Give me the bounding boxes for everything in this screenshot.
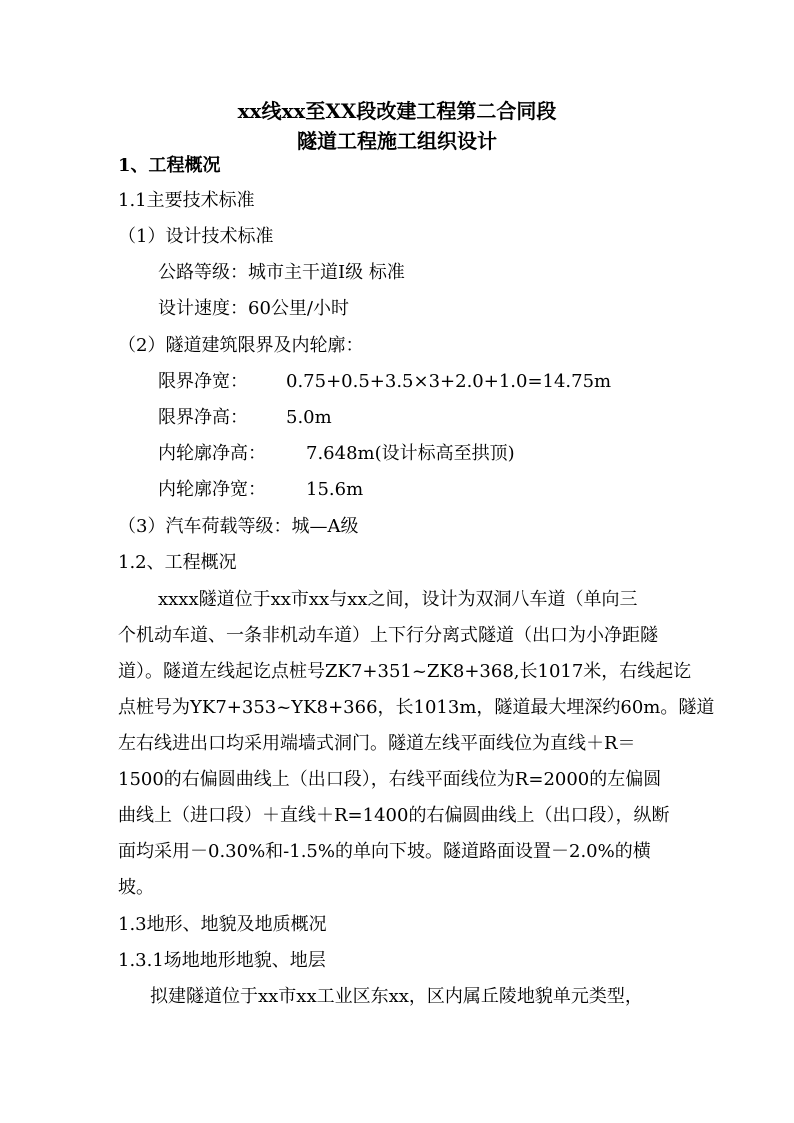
paragraph-line: 曲线上（进口段）＋直线＋R=1400的右偏圆曲线上（出口段），纵断 [118,805,670,826]
paragraph-line: 坡。 [118,877,154,898]
paragraph-line: 1500的右偏圆曲线上（出口段），右线平面线位为R=2000的左偏圆 [118,769,662,790]
paragraph-line: 点桩号为YK7+353~YK8+366，长1013m，隧道最大埋深约60m。隧道 [118,697,715,718]
section-heading-1-3-1: 1.3.1场地地形地貌、地层 [118,950,326,971]
paragraph-line: 道）。隧道左线起讫点桩号ZK7+351~ZK8+368,长1017米，右线起讫 [118,661,692,682]
paragraph-line: xxxx隧道位于xx市xx与xx之间，设计为双洞八车道（单向三 [158,589,638,610]
item-heading-2: （2）隧道建筑限界及内轮廓： [118,335,364,356]
item-heading-3: （3）汽车荷载等级：城—A级 [118,516,359,537]
item-heading-1: （1）设计技术标准 [118,226,274,247]
limit-label: 内轮廓净高： [158,443,266,464]
paragraph-line: 左右线进出口均采用端墙式洞门。隧道左线平面线位为直线＋R＝ [118,733,636,754]
paragraph-line: 面均采用－0.30%和-1.5%的单向下坡。隧道路面设置－2.0%的横 [118,841,651,862]
design-speed-text: 设计速度：60公里/小时 [158,298,349,319]
section-heading-1-2: 1.2、工程概况 [118,552,237,573]
limit-value: 15.6m [306,479,364,500]
paragraph-line: 拟建隧道位于xx市xx工业区东xx，区内属丘陵地貌单元类型， [150,986,643,1007]
document-title-line2: 隧道工程施工组织设计 [297,129,497,153]
limit-value: 7.648m(设计标高至拱顶) [306,443,515,464]
document-title-line1: xx线xx至XX段改建工程第二合同段 [237,99,557,123]
road-grade-text: 公路等级：城市主干道Ⅰ级 标准 [158,262,405,283]
limit-value: 0.75+0.5+3.5×3+2.0+1.0=14.75m [286,371,612,392]
paragraph-line: 个机动车道、一条非机动车道）上下行分离式隧道（出口为小净距隧 [118,625,658,646]
section-heading-1-3: 1.3地形、地貌及地质概况 [118,914,327,935]
section-heading-1-1: 1.1主要技术标准 [118,190,255,211]
limit-label: 内轮廓净宽： [158,479,266,500]
section-heading-1: 1、工程概况 [118,155,221,176]
limit-label: 限界净宽： [158,371,248,392]
limit-value: 5.0m [286,407,332,428]
limit-label: 限界净高： [158,407,248,428]
